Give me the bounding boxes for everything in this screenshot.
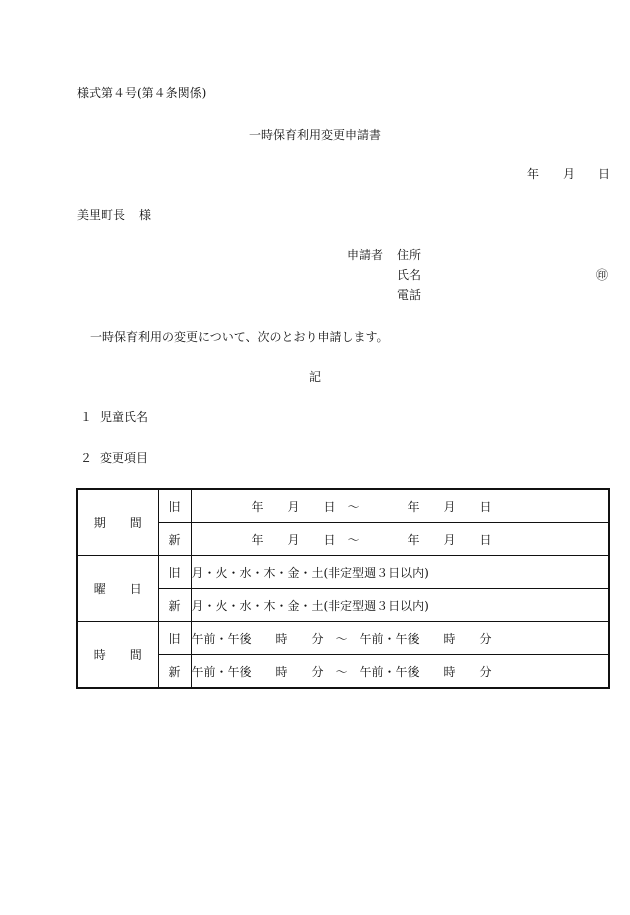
- applicant-address-label: 住所: [397, 248, 422, 262]
- item-number: ２: [80, 451, 93, 465]
- item-child-name: [80, 410, 148, 424]
- applicant-label: 申請者: [347, 248, 384, 262]
- date-month-label: 月: [563, 167, 576, 181]
- category-weekday: 曜日: [77, 556, 158, 622]
- time-new-value: 午前・午後 時 分 ～ 午前・午後 時 分: [191, 655, 609, 689]
- weekday-old-value: 月・火・水・木・金・土(非定型週３日以内): [191, 556, 609, 589]
- period-old-value: 年 月 日 ～ 年 月 日: [191, 489, 609, 523]
- addressee-honorific: 様: [139, 208, 152, 222]
- addressee-name: 美里町長: [77, 208, 126, 222]
- document-title: 一時保育利用変更申請書: [248, 128, 381, 142]
- new-label: 新: [158, 523, 191, 556]
- ki-heading: 記: [308, 370, 321, 384]
- item-change-items: [80, 451, 148, 465]
- new-label: 新: [158, 589, 191, 622]
- item-number: １: [80, 410, 93, 424]
- request-statement: 一時保育利用の変更について、次のとおり申請します。: [90, 330, 389, 344]
- item-label: 変更項目: [100, 451, 149, 465]
- category-period: 期間: [77, 489, 158, 556]
- old-label: 旧: [158, 489, 191, 523]
- category-time: 時間: [77, 622, 158, 689]
- addressee: [77, 208, 151, 222]
- applicant-name-label: 氏名: [397, 268, 422, 282]
- table-row: [77, 622, 609, 655]
- old-label: 旧: [158, 622, 191, 655]
- time-old-value: 午前・午後 時 分 ～ 午前・午後 時 分: [191, 622, 609, 655]
- new-label: 新: [158, 655, 191, 689]
- item-label: 児童氏名: [100, 410, 149, 424]
- change-items-table: [76, 488, 610, 689]
- weekday-new-value: 月・火・水・木・金・土(非定型週３日以内): [191, 589, 609, 622]
- table-row: [77, 489, 609, 523]
- table-row: [77, 556, 609, 589]
- old-label: 旧: [158, 556, 191, 589]
- date-year-label: 年: [527, 167, 540, 181]
- applicant-phone-label: 電話: [397, 288, 422, 302]
- seal-mark: ㊞: [596, 268, 609, 282]
- date-day-label: 日: [598, 167, 611, 181]
- form-number: 様式第４号(第４条関係): [77, 86, 207, 100]
- period-new-value: 年 月 日 ～ 年 月 日: [191, 523, 609, 556]
